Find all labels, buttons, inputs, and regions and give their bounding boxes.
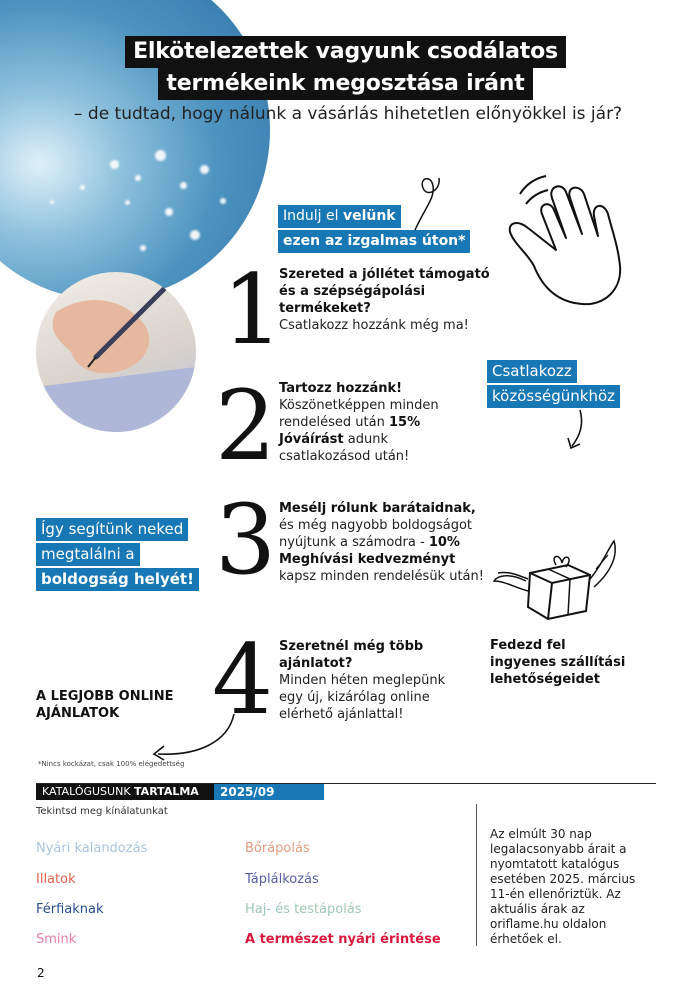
best-offers-line-1: A LEGJOBB ONLINE — [36, 689, 174, 704]
footnote: *Nincs kockázat, csak 100% elégedettség — [38, 760, 185, 768]
catalog-item-borapolas[interactable]: Bőrápolás — [245, 841, 310, 856]
catalog-header-normal: KATALÓGUSUNK — [42, 785, 135, 798]
page-title — [0, 36, 691, 68]
step-1-heading: Szereted a jóllétet támogató és a szépségápolási termékeket? — [279, 267, 490, 316]
squiggle-arrow-icon — [405, 168, 455, 238]
waving-hand-icon — [500, 170, 635, 315]
step-3-body-post: kapsz minden rendelésük után! — [279, 569, 484, 584]
intro-tag-line-1 — [278, 205, 401, 228]
page-title-2 — [0, 68, 691, 100]
title-line-2: termékeink megosztása iránt — [158, 68, 532, 100]
page-number: 2 — [37, 966, 45, 980]
catalog-item-taplalkozas[interactable]: Táplálkozás — [245, 872, 319, 887]
page-subtitle: – de tudtad, hogy nálunk a vásárlás hihetetlen előnyökkel is jár? — [74, 104, 623, 124]
step-1-text — [279, 266, 499, 334]
step-3-body-pre: és még nagyobb boldogságot nyújtunk a számodra - — [279, 518, 473, 550]
community-tag-line-1: Csatlakozz — [487, 360, 577, 383]
step-4-text — [279, 638, 459, 723]
catalog-item-nyari-kalandozas[interactable]: Nyári kalandozás — [36, 841, 148, 856]
catalog-item-smink[interactable]: Smink — [36, 932, 77, 947]
help-tag-line-1: Így segítünk neked — [36, 518, 188, 541]
step-4-body: Minden héten meglepünk egy új, kizárólag online elérhető ajánlattal! — [279, 673, 446, 722]
step-number-2: 2 — [215, 370, 277, 482]
catalog-header-label — [36, 784, 214, 800]
step-2-body-post: adunk csatlakozásod után! — [279, 432, 410, 464]
intro-tag-pre: Indulj el — [283, 208, 343, 224]
step-2-highlight: 15% Jóváírást — [279, 415, 421, 447]
step-3-text — [279, 500, 489, 585]
hand-writing-photo — [36, 272, 196, 432]
step-number-3: 3 — [215, 484, 277, 596]
step-3-heading: Mesélj rólunk barátaidnak, — [279, 501, 476, 516]
step-2-body-pre: Köszönetképpen minden rendelésed után — [279, 398, 439, 430]
step-number-1: 1 — [222, 254, 284, 366]
catalog-item-haj-es-testapolas[interactable]: Haj- és testápolás — [245, 902, 362, 917]
free-shipping-label — [490, 637, 625, 688]
free-shipping-line-3: lehetőségeidet — [490, 672, 600, 687]
catalog-header — [36, 784, 324, 800]
arrow-down-icon — [562, 408, 592, 453]
catalog-header-bold: TARTALMA — [134, 785, 199, 798]
help-tag-line-3: boldogság helyét! — [36, 568, 199, 591]
catalog-subtitle: Tekintsd meg kínálatunkat — [36, 806, 168, 817]
intro-tag-bold: velünk — [342, 208, 396, 224]
step-4-heading: Szeretnél még több ajánlatot? — [279, 639, 424, 671]
community-tag-line-2: közösségünkhöz — [487, 385, 620, 408]
best-offers-line-2: AJÁNLATOK — [36, 706, 120, 721]
step-3-highlight: 10% Meghívási kedvezményt — [279, 535, 460, 567]
intro-tag-line-2: ezen az izgalmas úton* — [278, 230, 470, 253]
help-tag — [36, 518, 199, 593]
catalog-vertical-divider — [476, 804, 477, 946]
free-shipping-line-1: Fedezd fel — [490, 638, 566, 653]
catalog-issue: 2025/09 — [214, 784, 324, 800]
step-1-body: Csatlakozz hozzánk még ma! — [279, 318, 469, 333]
community-tag — [487, 360, 620, 410]
free-shipping-line-2: ingyenes szállítási — [490, 655, 626, 670]
step-2-text — [279, 380, 469, 465]
catalog-item-illatok[interactable]: Illatok — [36, 872, 76, 887]
catalog-item-ferfiaknak[interactable]: Férfiaknak — [36, 902, 104, 917]
step-2-heading: Tartozz hozzánk! — [279, 381, 403, 396]
help-tag-line-2: megtalálni a — [36, 543, 140, 566]
step-number-4: 4 — [212, 624, 274, 736]
title-line-1: Elkötelezettek vagyunk csodálatos — [125, 36, 566, 68]
price-note: Az elmúlt 30 nap legalacsonyabb árait a nyomtatott katalógus esetében 2025. március 11-én ellenőriztük. Az aktuális árak az oriflame.hu oldalon érhetőek el. — [490, 827, 636, 946]
winged-gift-icon — [490, 535, 625, 625]
catalog-item-termeszet[interactable]: A természet nyári érintése — [245, 932, 441, 947]
curved-arrow-icon — [148, 712, 238, 762]
